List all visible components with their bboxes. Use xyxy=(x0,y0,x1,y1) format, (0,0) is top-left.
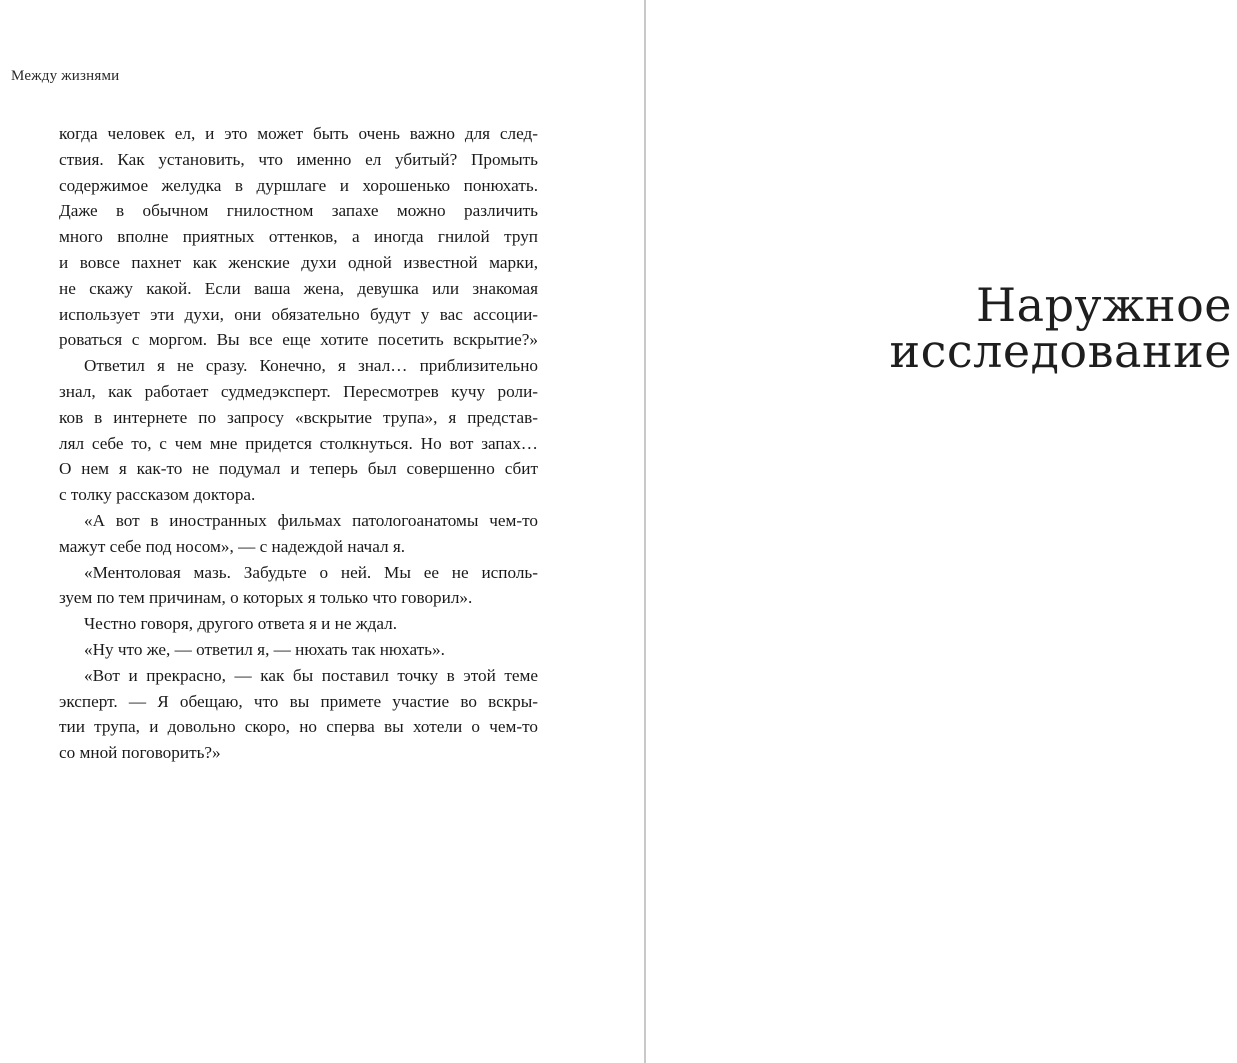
body-line: когда человек ел, и это может быть очень важно для след- xyxy=(59,124,538,143)
running-head: Между жизнями xyxy=(11,68,120,84)
body-line: «А вот в иностранных фильмах патологоанатомы чем-то xyxy=(84,510,538,530)
right-page xyxy=(646,0,1237,1063)
body-line: со мной поговорить?» xyxy=(59,743,221,763)
body-line: содержимое желудка в дуршлаге и хорошенько понюхать. xyxy=(59,175,538,195)
body-line: Ответил я не сразу. Конечно, я знал… приблизительно xyxy=(84,356,538,376)
chapter-title-line-1: Наружное xyxy=(976,278,1232,332)
chapter-title-line-2: исследование xyxy=(889,324,1232,378)
body-line: с толку рассказом доктора. xyxy=(59,485,256,505)
body-line: «Ментоловая мазь. Забудьте о ней. Мы ее не исполь- xyxy=(84,562,538,582)
body-line: эксперт. — Я обещаю, что вы примете участие во вскры- xyxy=(59,691,538,711)
body-line: знал, как работает судмедэксперт. Пересмотрев кучу роли- xyxy=(59,381,538,401)
body-text xyxy=(59,121,538,766)
body-line: использует эти духи, они обязательно будут у вас ассоции- xyxy=(59,304,538,324)
body-line: роваться с моргом. Вы все еще хотите посетить вскрытие?» xyxy=(59,330,538,350)
body-line: не скажу какой. Если ваша жена, девушка или знакомая xyxy=(59,278,538,298)
body-line: зуем по тем причинам, о которых я только что говорил». xyxy=(59,588,473,608)
body-line: ков в интернете по запросу «вскрытие трупа», я представ- xyxy=(59,407,538,427)
body-line: лял себе то, с чем мне придется столкнуться. Но вот запах… xyxy=(59,433,538,453)
body-line: ствия. Как установить, что именно ел убитый? Промыть xyxy=(59,149,538,169)
body-line: много вполне приятных оттенков, а иногда гнилой труп xyxy=(59,227,538,247)
body-line: О нем я как-то не подумал и теперь был совершенно сбит xyxy=(59,459,538,479)
body-line: мажут себе под носом», — с надеждой начал я. xyxy=(59,536,406,556)
body-line: тии трупа, и довольно скоро, но сперва вы хотели о чем-то xyxy=(59,717,538,737)
body-line: Даже в обычном гнилостном запахе можно различить xyxy=(59,201,538,221)
body-line: «Ну что же, — ответил я, — нюхать так нюхать». xyxy=(84,639,445,659)
chapter-title xyxy=(889,278,1232,378)
body-line: Честно говоря, другого ответа я и не ждал. xyxy=(84,614,398,634)
body-line: и вовсе пахнет как женские духи одной известной марки, xyxy=(59,252,538,272)
body-line: «Вот и прекрасно, — как бы поставил точку в этой теме xyxy=(84,665,538,685)
